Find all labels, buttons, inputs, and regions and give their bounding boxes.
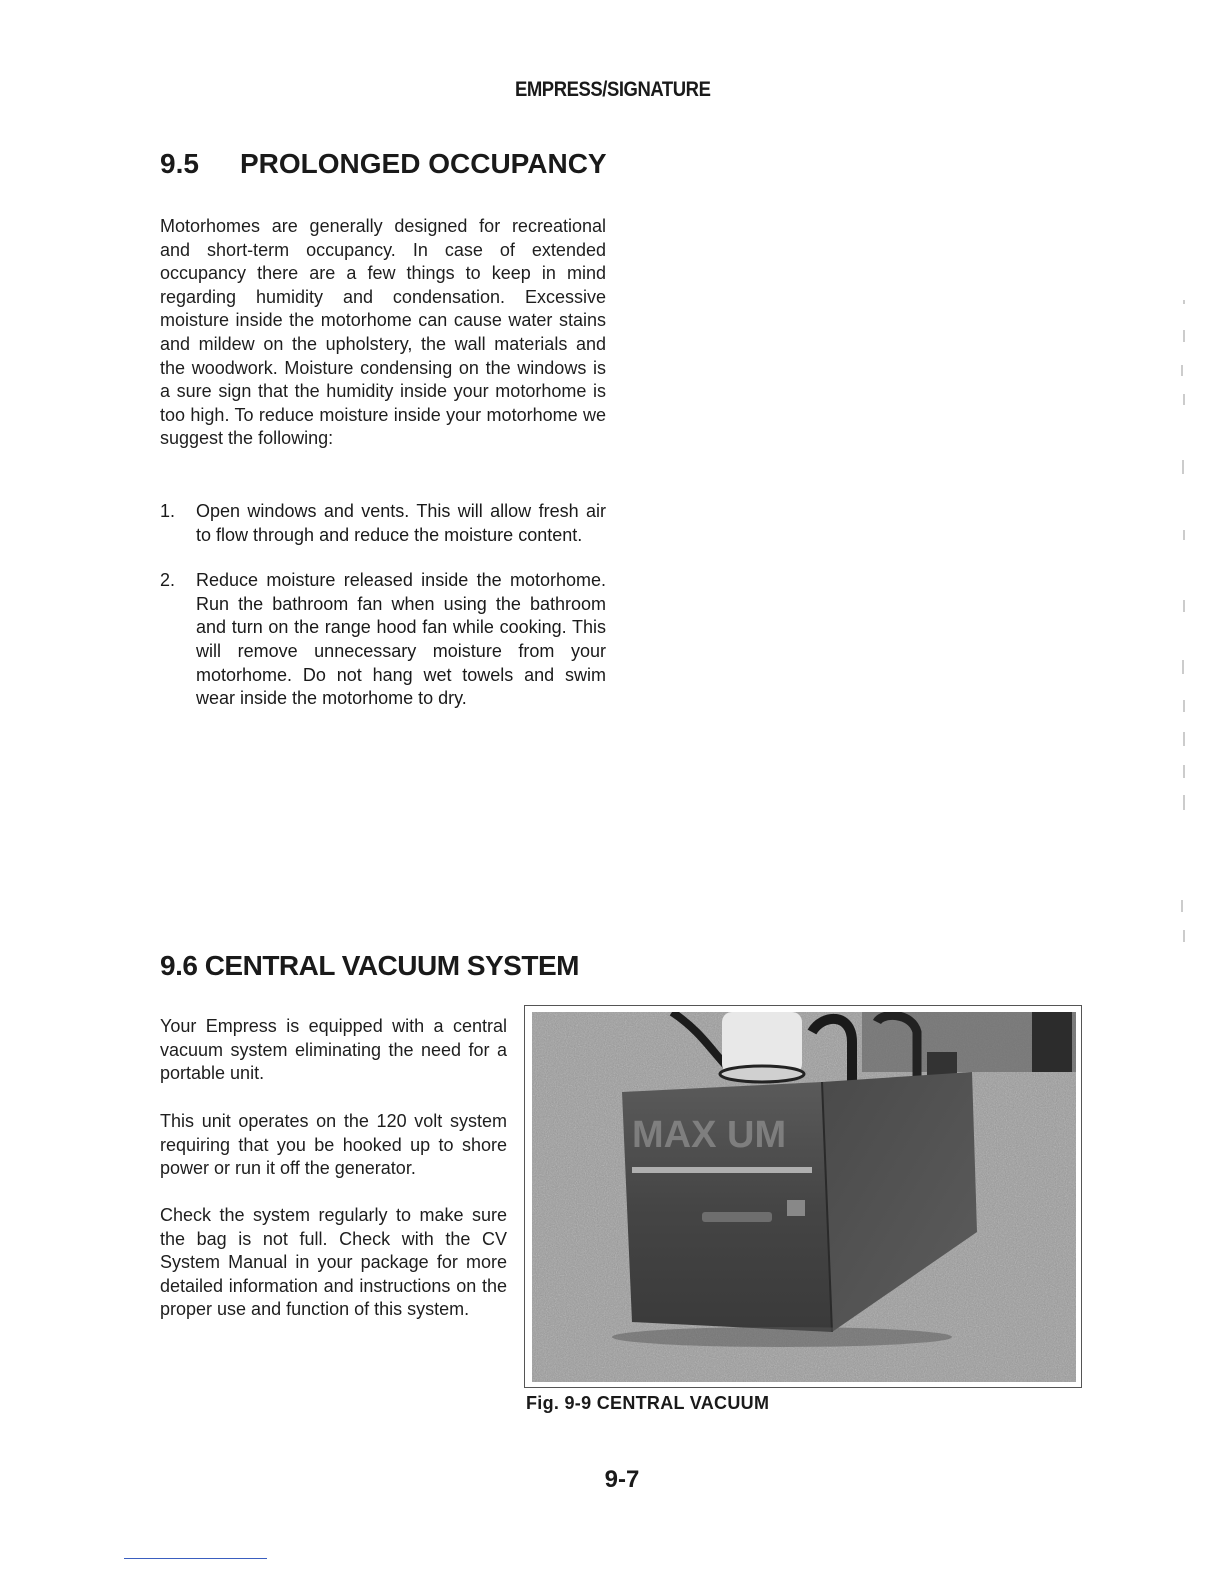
list-item-number: 2. [160,570,176,591]
scan-edge-marks [1170,230,1200,1130]
footer-rule [124,1558,267,1559]
running-header: EMPRESS/SIGNATURE [514,78,711,101]
vacuum-paragraph: This unit operates on the 120 volt system requiring that you be hooked up to shore power or run it off the generator. [160,1111,507,1179]
section-number: 9.5 [160,148,199,179]
list-item-number: 1. [160,501,176,521]
section-heading-9-6: 9.6 CENTRAL VACUUM SYSTEM [160,950,579,981]
figure-caption: Fig. 9-9 CENTRAL VACUUM [526,1393,770,1413]
vacuum-photo [532,1012,1076,1382]
vacuum-paragraph: Check the system regularly to make sure the bag is not full. Check with the CV System Manual in your package for more detailed information and instructions on the proper use and function of this system. [160,1205,507,1320]
recommendation-list [160,500,606,733]
page-number: 9-7 [604,1466,640,1493]
vacuum-paragraph: Your Empress is equipped with a central vacuum system eliminating the need for a portable unit. [160,1016,507,1084]
list-item [160,500,606,547]
list-item-text: Reduce moisture released inside the motorhome. Run the bathroom fan when using the bathroom and turn on the range hood fan while cooking. This will remove unnecessary moisture from your motorhome. Do not hang wet towels and swim wear inside the motorhome to dry. [196,570,606,709]
photo-label: MAX UM [632,1114,787,1156]
list-item-text: Open windows and vents. This will allow fresh air to flow through and reduce the moisture content. [196,501,606,545]
figure-frame [524,1005,1082,1388]
list-item [160,569,606,711]
section-heading-9-5 [160,148,607,180]
intro-paragraph: Motorhomes are generally designed for recreational and short-term occupancy. In case of extended occupancy there are a few things to keep in mind regarding humidity and condensation. Excessive moisture inside the motorhome can cause water stains and mildew on the upholstery, the wall materials and the woodwork. Moisture condensing on the windows is a sure sign that the humidity inside your motorhome is too high. To reduce moisture inside your motorhome we suggest the following: [160,216,606,449]
section-title: PROLONGED OCCUPANCY [240,148,607,179]
